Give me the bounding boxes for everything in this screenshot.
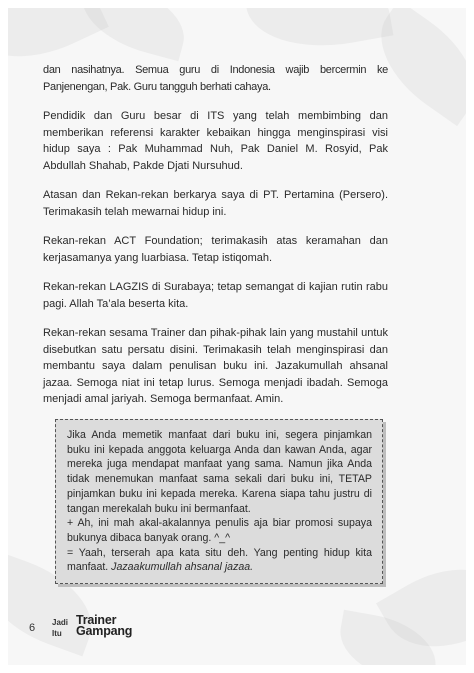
paragraph: Atasan dan Rekan-rekan berkarya saya di PT. Pertamina (Persero). Terimakasih telah mewarnai hidup ini. (43, 189, 388, 218)
paragraph: Rekan-rekan LAGZIS di Surabaya; tetap semangat di kajian rutin rabu pagi. Allah Ta’ala beserta kita. (43, 281, 388, 310)
book-title-big: Gampang (76, 624, 133, 638)
background-leaf (243, 8, 394, 60)
note-paragraph (67, 546, 372, 575)
note-text: = Yaah, terserah apa kata situ deh. Yang penting hidup kita manfaat. (67, 546, 372, 574)
book-title-small: Jadi (52, 618, 69, 627)
paragraph: Rekan-rekan ACT Foundation; terimakasih atas keramahan dan kerjasamanya yang luarbiasa. Tetap istiqomah. (43, 235, 388, 264)
note-paragraph: + Ah, ini mah akal-akalannya penulis aja biar promosi supaya bukunya dibaca banyak orang. ^_^ (67, 517, 372, 544)
book-title-small: Itu (52, 629, 62, 638)
page-number: 6 (29, 622, 36, 634)
body-text (43, 62, 388, 421)
note-paragraph: Jika Anda memetik manfaat dari buku ini, segera pinjamkan buku ini kepada anggota keluarga Anda dan kawan Anda, agar mereka juga mendapat manfaat yang sama. Namun jika Anda tidak menemukan manfaat sama sekali dari buku ini, TETAP pinjamkan buku ini kepada mereka. Karena siapa tahu justru di tangan merekalah buku ini bermanfaat. (67, 429, 372, 515)
paragraph: dan nasihatnya. Semua guru di Indonesia wajib bercermin ke Panjenengan, Pak. Guru tangguh berhati cahaya. (43, 64, 388, 93)
paragraph: Rekan-rekan sesama Trainer dan pihak-pihak lain yang mustahil untuk disebutkan satu persatu disini. Terimakasih telah menginspirasi dan membantu saya dalam penulisan buku ini. Jazakumullah ahsanal jazaa. Semoga niat ini tetap lurus. Semoga menjadi ibadah. Semoga menjadi amal jariyah. Semoga bermanfaat. Amin. (43, 327, 388, 405)
note-box (55, 419, 383, 584)
paragraph: Pendidik dan Guru besar di ITS yang telah membimbing dan memberikan referensi karakter kebaikan hingga menginspirasi visi hidup saya : Pak Muhammad Nuh, Pak Daniel M. Rosyid, Pak Abdullah Shahab, Pakde Djati Nursuhud. (43, 110, 388, 172)
book-title-big: Trainer (76, 613, 117, 627)
note-italic-text: Jazaakumullah ahsanal jazaa. (111, 561, 254, 574)
